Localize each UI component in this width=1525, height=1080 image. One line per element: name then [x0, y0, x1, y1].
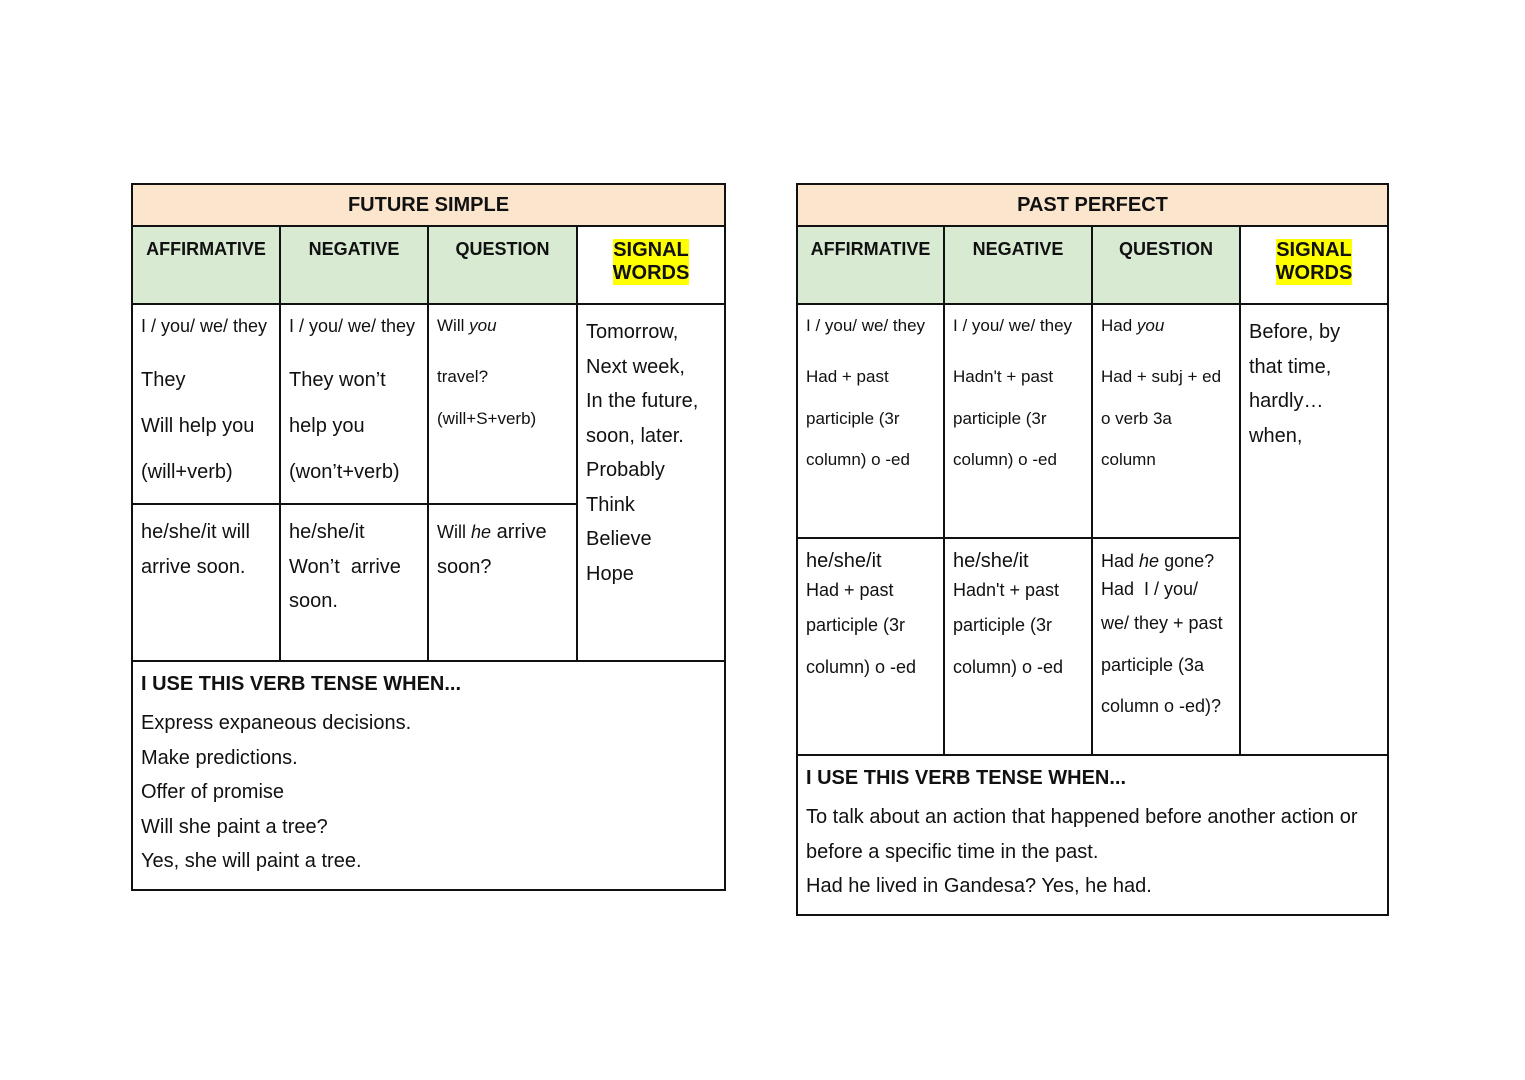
text-line: (will+verb)	[141, 461, 233, 483]
text-fragment: Had	[1101, 316, 1137, 335]
text-fragment: Will	[437, 522, 471, 542]
text-line: I / you/ we/ they	[141, 316, 268, 336]
text-line: help you	[289, 415, 365, 437]
usage-line: To talk about an action that happened before another action or	[806, 806, 1358, 828]
signal-label-2: WORDS	[612, 262, 690, 284]
text-line: Had + past	[806, 580, 894, 600]
text-line: arrive soon.	[141, 555, 246, 578]
text-line: (will+S+verb)	[437, 408, 537, 428]
text-line	[1101, 315, 1231, 337]
text-line: he/she/it will	[141, 521, 250, 543]
text-line: column) o -ed	[806, 450, 910, 469]
signal-word: when,	[1249, 424, 1303, 447]
signal-word: Probably	[586, 459, 665, 481]
usage-line: Make predictions.	[141, 746, 298, 769]
text-fragment: Had	[1101, 551, 1140, 571]
text-line: he/she/it	[953, 550, 1029, 572]
text-line: participle (3a	[1101, 654, 1205, 675]
usage-line: Express expaneous decisions.	[141, 712, 412, 734]
usage-heading: I USE THIS VERB TENSE WHEN...	[141, 673, 462, 695]
pp-affirmative-singular	[797, 538, 944, 755]
pp-signal-words	[1240, 304, 1388, 755]
text-line: Had + past	[806, 367, 889, 386]
text-italic: he	[471, 522, 492, 542]
pp-question-plural	[1092, 304, 1240, 538]
pp-affirmative-plural	[797, 304, 944, 538]
fs-signal-words	[577, 304, 725, 661]
text-line: I / you/ we/ they	[806, 316, 926, 335]
text-line: Hadn't + past	[953, 367, 1054, 386]
text-line: column o -ed)?	[1101, 696, 1222, 716]
usage-line: Yes, she will paint a tree.	[141, 850, 362, 872]
fs-question-singular	[428, 504, 577, 661]
signal-word: Hope	[586, 562, 634, 585]
text-line: Had I / you/	[1101, 579, 1199, 599]
signal-word: Believe	[586, 528, 652, 550]
header-negative: NEGATIVE	[944, 226, 1092, 304]
text-line: o verb 3a	[1101, 408, 1172, 428]
header-signal-words	[1240, 226, 1388, 304]
text-line: participle (3r	[806, 408, 900, 428]
usage-heading: I USE THIS VERB TENSE WHEN...	[806, 767, 1127, 789]
text-line: soon.	[289, 590, 338, 612]
signal-word: In the future,	[586, 390, 699, 412]
past-perfect-table	[796, 183, 1389, 916]
signal-word: Think	[586, 493, 635, 516]
fs-affirmative-plural	[132, 304, 280, 504]
past-perfect-title: PAST PERFECT	[797, 184, 1388, 226]
text-line	[437, 515, 568, 550]
text-fragment: arrive	[491, 521, 547, 543]
text-line: participle (3r	[953, 408, 1047, 428]
text-line: soon?	[437, 555, 492, 578]
text-line: Hadn't + past	[953, 580, 1060, 600]
text-line: column	[1101, 450, 1156, 469]
signal-label-1: SIGNAL	[1276, 239, 1352, 261]
text-line: (won’t+verb)	[289, 461, 400, 483]
text-line: column) o -ed	[806, 656, 917, 677]
pp-negative-plural	[944, 304, 1092, 538]
pp-question-singular	[1092, 538, 1240, 755]
text-line: participle (3r	[806, 615, 906, 635]
text-italic: you	[469, 316, 497, 335]
text-fragment: gone?	[1159, 551, 1215, 571]
pp-usage	[797, 755, 1388, 915]
text-italic: you	[1136, 316, 1165, 335]
signal-word: Tomorrow,	[586, 321, 679, 343]
text-line: Won’t arrive	[289, 555, 401, 578]
text-line: participle (3r	[953, 615, 1053, 635]
text-line: we/ they + past	[1101, 613, 1223, 633]
text-line: column) o -ed	[953, 450, 1057, 469]
text-line	[1101, 549, 1231, 573]
text-line: I / you/ we/ they	[289, 316, 416, 336]
text-line: he/she/it	[806, 550, 882, 572]
text-line: he/she/it	[289, 521, 365, 543]
signal-word: Before, by	[1249, 321, 1341, 343]
header-affirmative: AFFIRMATIVE	[132, 226, 280, 304]
header-question: QUESTION	[1092, 226, 1240, 304]
header-affirmative: AFFIRMATIVE	[797, 226, 944, 304]
signal-word: soon, later.	[586, 424, 684, 447]
signal-label-2: WORDS	[1275, 262, 1353, 284]
signal-word: that time,	[1249, 355, 1332, 378]
header-negative: NEGATIVE	[280, 226, 428, 304]
usage-line: Offer of promise	[141, 781, 285, 803]
text-fragment: Will	[437, 316, 470, 335]
header-signal-words	[577, 226, 725, 304]
signal-word: hardly…	[1249, 390, 1324, 412]
fs-affirmative-singular	[132, 504, 280, 661]
signal-word: Next week,	[586, 355, 685, 378]
text-line: Had + subj + ed	[1101, 367, 1222, 386]
future-simple-title: FUTURE SIMPLE	[132, 184, 725, 226]
fs-question-plural	[428, 304, 577, 504]
fs-negative-plural	[280, 304, 428, 504]
text-line: They	[141, 369, 186, 391]
text-italic: he	[1139, 551, 1160, 571]
usage-line: before a specific time in the past.	[806, 840, 1099, 863]
usage-line: Had he lived in Gandesa? Yes, he had.	[806, 875, 1152, 897]
usage-line: Will she paint a tree?	[141, 815, 328, 838]
fs-usage	[132, 661, 725, 890]
text-line: column) o -ed	[953, 656, 1064, 677]
text-line: I / you/ we/ they	[953, 316, 1073, 335]
text-line: They won’t	[289, 369, 386, 391]
future-simple-table	[131, 183, 726, 891]
header-question: QUESTION	[428, 226, 577, 304]
text-line	[437, 315, 568, 337]
text-line: travel?	[437, 367, 489, 386]
pp-negative-singular	[944, 538, 1092, 755]
fs-negative-singular	[280, 504, 428, 661]
signal-label-1: SIGNAL	[613, 239, 689, 261]
text-line: Will help you	[141, 415, 255, 437]
